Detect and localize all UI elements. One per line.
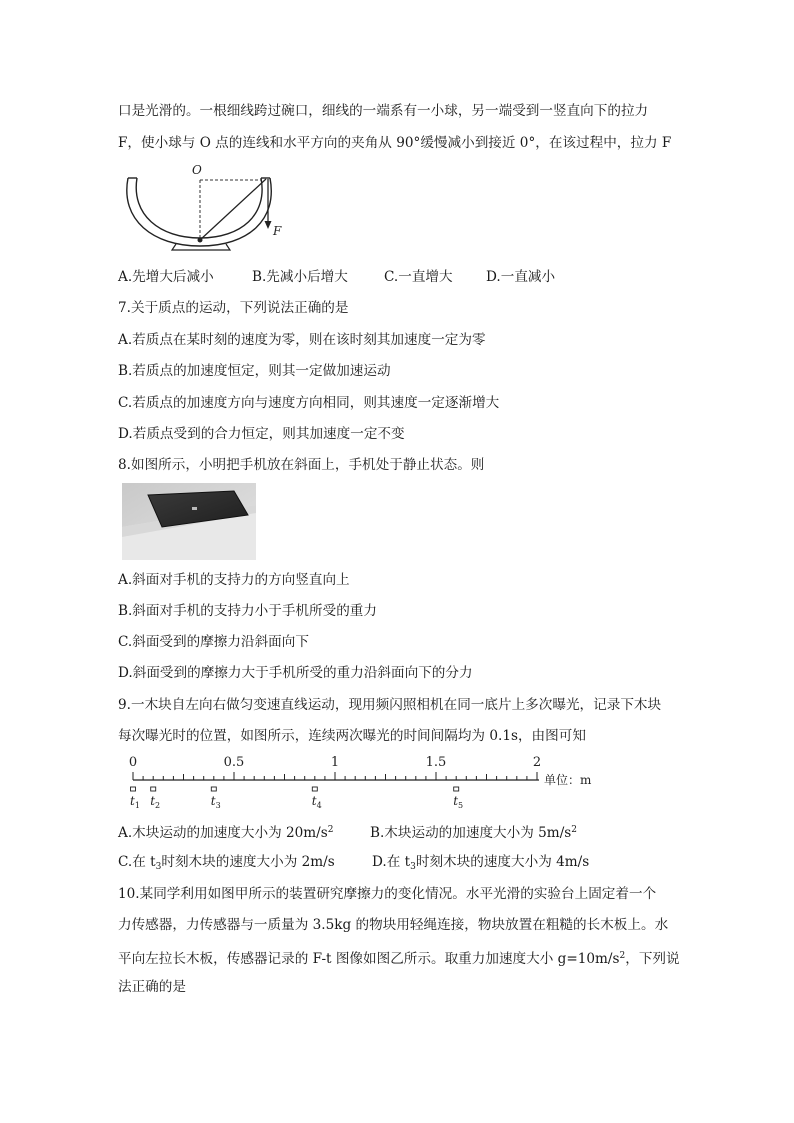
label-f: F <box>273 224 282 238</box>
q9-line-2: 每次曝光时的位置，如图所示，连续两次曝光的时间间隔均为 0.1s，由图可知 <box>118 728 586 744</box>
label-o: O <box>192 163 202 177</box>
time-label: $t_5$ <box>453 794 464 810</box>
time-label: $t_4$ <box>311 794 322 810</box>
bowl-figure <box>118 160 288 255</box>
q9-option-d-sub: 3 <box>410 862 416 872</box>
q8-option-a: A.斜面对手机的支持力的方向竖直向上 <box>118 572 350 588</box>
block-position-mark <box>312 787 317 791</box>
q7-option-d: D.若质点受到的合力恒定，则其加速度一定不变 <box>118 426 405 442</box>
q9-option-d-post: 时刻木块的速度大小为 4m/s <box>415 854 590 870</box>
q6-line-1: 口是光滑的。一根细线跨过碗口，细线的一端系有一小球，另一端受到一竖直向下的拉力 <box>118 103 649 119</box>
q10-line-3-sup: 2 <box>619 951 626 961</box>
q9-option-a <box>118 821 333 842</box>
q7-option-a: A.若质点在某时刻的速度为零，则在该时刻其加速度一定为零 <box>118 332 486 348</box>
q7-option-c: C.若质点的加速度方向与速度方向相同，则其速度一定逐渐增大 <box>118 395 500 411</box>
q6-option-b: B.先减小后增大 <box>252 269 348 285</box>
q6-option-d: D.一直减小 <box>486 269 556 285</box>
q10-line-4: 法正确的是 <box>118 979 186 995</box>
ruler-figure <box>118 752 628 816</box>
q6-option-c: C.一直增大 <box>384 269 453 285</box>
q6-line-2: F，使小球与 O 点的连线和水平方向的夹角从 90°缓慢减小到接近 0°，在该过程中，拉力 F <box>118 135 672 151</box>
ruler-unit-label: 单位：m <box>544 773 592 787</box>
q8-option-d: D.斜面受到的摩擦力大于手机所受的重力沿斜面向下的分力 <box>118 665 473 681</box>
q10-line-1: 10.某同学利用如图甲所示的装置研究摩擦力的变化情况。水平光滑的实验台上固定着一个 <box>118 886 657 902</box>
q10-line-3 <box>118 947 680 968</box>
ruler-tick-label: 1 <box>330 755 340 770</box>
q10-line-3-text: 平向左拉长木板，传感器记录的 F-t 图像如图乙所示。取重力加速度大小 g=10m/s <box>118 951 620 967</box>
q8-option-b: B.斜面对手机的支持力小于手机所受的重力 <box>118 603 377 619</box>
ruler-tick-label: 0 <box>128 755 138 770</box>
q7-stem: 7.关于质点的运动，下列说法正确的是 <box>118 300 349 316</box>
ruler-tick-label: 0.5 <box>223 755 245 770</box>
block-position-mark <box>151 787 156 791</box>
q7-option-b: B.若质点的加速度恒定，则其一定做加速运动 <box>118 363 391 379</box>
q8-option-c: C.斜面受到的摩擦力沿斜面向下 <box>118 634 309 650</box>
block-position-mark <box>211 787 216 791</box>
ruler-tick-label: 1.5 <box>425 755 447 770</box>
time-label: $t_2$ <box>150 794 161 810</box>
q9-option-c-sub: 3 <box>155 862 162 872</box>
q9-option-c-pre: C.在 t <box>118 854 156 870</box>
q9-option-a-text: A.木块运动的加速度大小为 20m/s <box>118 825 328 841</box>
q10-line-3-post: ，下列说 <box>625 951 680 967</box>
q9-option-d-pre: D.在 t <box>372 854 411 870</box>
q9-option-c-post: 时刻木块的速度大小为 2m/s <box>161 854 335 870</box>
q6-option-a: A.先增大后减小 <box>118 269 214 285</box>
block-position-mark <box>454 787 459 791</box>
q9-option-b <box>370 821 577 842</box>
time-label: $t_1$ <box>130 794 140 810</box>
q9-option-b-sup: 2 <box>571 825 577 835</box>
q9-option-a-sup: 2 <box>327 825 334 835</box>
phone-on-slope-photo <box>122 483 256 560</box>
q9-option-b-text: B.木块运动的加速度大小为 5m/s <box>370 825 572 841</box>
time-label: $t_3$ <box>210 794 221 810</box>
q9-option-d <box>372 853 589 876</box>
block-position-mark <box>131 787 136 791</box>
q9-line-1: 9.一木块自左向右做匀变速直线运动，现用频闪照相机在同一底片上多次曝光，记录下木块 <box>118 697 662 713</box>
ruler-tick-label: 2 <box>532 755 542 770</box>
q10-line-2: 力传感器，力传感器与一质量为 3.5kg 的物块用轻绳连接，物块放置在粗糙的长木板上。水 <box>118 917 669 933</box>
q9-option-c <box>118 853 335 876</box>
q8-stem: 8.如图所示，小明把手机放在斜面上，手机处于静止状态。则 <box>118 457 485 473</box>
